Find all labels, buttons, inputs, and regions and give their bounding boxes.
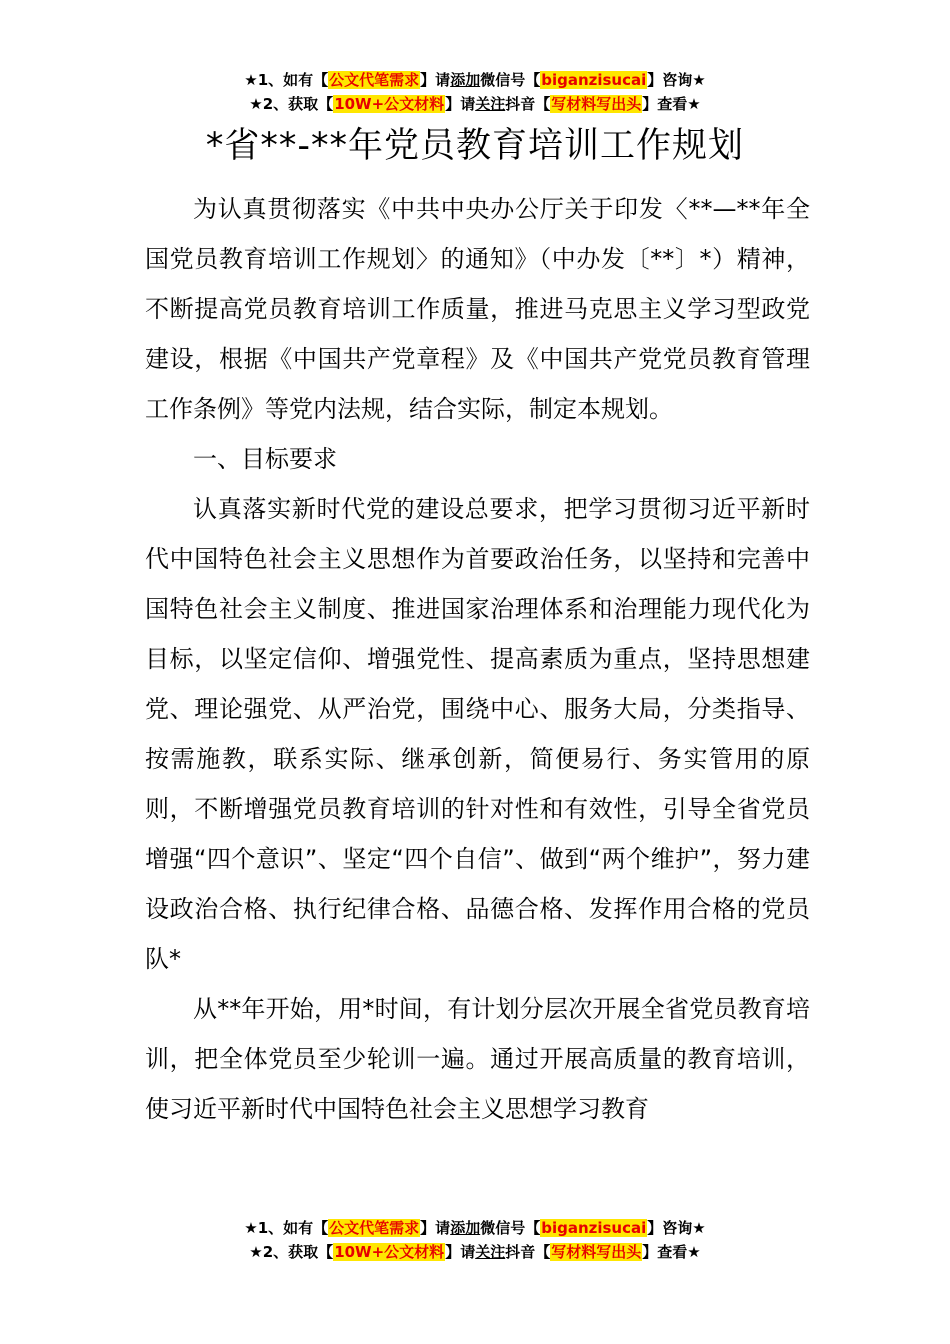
document-title: *省**-**年党员教育培训工作规划	[205, 126, 745, 166]
promo-text: 微信号【	[480, 71, 541, 89]
promo-wechat-id: biganzisucai	[541, 1219, 647, 1237]
promo-text: 抖音【	[505, 1243, 551, 1261]
promo-emphasis: 添加	[450, 1219, 481, 1237]
promo-text: 】咨询★	[647, 71, 706, 89]
promo-text: 抖音【	[505, 95, 551, 113]
promo-douyin-id: 写材料写出头	[551, 95, 642, 113]
promo-text: 】请	[445, 95, 476, 113]
promo-text: ★2、获取【	[249, 95, 334, 113]
promo-line-2	[0, 1240, 950, 1264]
section-heading: 一、目标要求	[193, 445, 337, 473]
promo-wechat-id: biganzisucai	[541, 71, 647, 89]
promo-highlight: 10W+公文材料	[334, 1243, 445, 1261]
promo-line-2	[0, 92, 950, 116]
body-paragraph: 认真落实新时代党的建设总要求，把学习贯彻习近平新时代中国特色社会主义思想作为首要政治任务，以坚持和完善中国特色社会主义制度、推进国家治理体系和治理能力现代化为目标，以坚定信仰、增强党性、提高素质为重点，坚持思想建党、理论强党、从严治党，围绕中心、服务大局，分类指导、按需施教，联系实际、继承创新，简便易行、务实管用的原则，不断增强党员教育培训的针对性和有效性，引导全省党员增强“四个意识”、坚定“四个自信”、做到“两个维护”，努力建设政治合格、执行纪律合格、品德合格、发挥作用合格的党员队*	[145, 495, 810, 973]
promo-douyin-id: 写材料写出头	[551, 1243, 642, 1261]
intro-paragraph: 为认真贯彻落实《中共中央办公厅关于印发〈**—**年全国党员教育培训工作规划〉的通知》（中办发〔**〕*）精神，不断提高党员教育培训工作质量，推进马克思主义学习型政党建设，根据《中国共产党章程》及《中国共产党党员教育管理工作条例》等党内法规，结合实际，制定本规划。	[145, 195, 810, 423]
document-body	[145, 184, 810, 1134]
promo-text: ★2、获取【	[249, 1243, 334, 1261]
promo-emphasis: 关注	[475, 95, 506, 113]
promo-text: ★1、如有【	[244, 1219, 329, 1237]
promo-text: 】查看★	[642, 95, 701, 113]
body-paragraph: 从**年开始，用*时间，有计划分层次开展全省党员教育培训，把全体党员至少轮训一遍。通过开展高质量的教育培训，使习近平新时代中国特色社会主义思想学习教育	[145, 995, 810, 1123]
promo-highlight: 公文代笔需求	[329, 1219, 420, 1237]
promo-text: 】请	[420, 1219, 451, 1237]
promo-text: ★1、如有【	[244, 71, 329, 89]
promo-emphasis: 添加	[450, 71, 481, 89]
promo-text: 】咨询★	[647, 1219, 706, 1237]
promo-line-1	[0, 1216, 950, 1240]
promo-highlight: 10W+公文材料	[334, 95, 445, 113]
promo-text: 】查看★	[642, 1243, 701, 1261]
promo-emphasis: 关注	[475, 1243, 506, 1261]
promo-line-1	[0, 68, 950, 92]
promo-banner-top	[0, 68, 950, 116]
promo-text: 】请	[445, 1243, 476, 1261]
promo-text: 微信号【	[480, 1219, 541, 1237]
promo-highlight: 公文代笔需求	[329, 71, 420, 89]
promo-text: 】请	[420, 71, 451, 89]
promo-banner-bottom	[0, 1216, 950, 1264]
